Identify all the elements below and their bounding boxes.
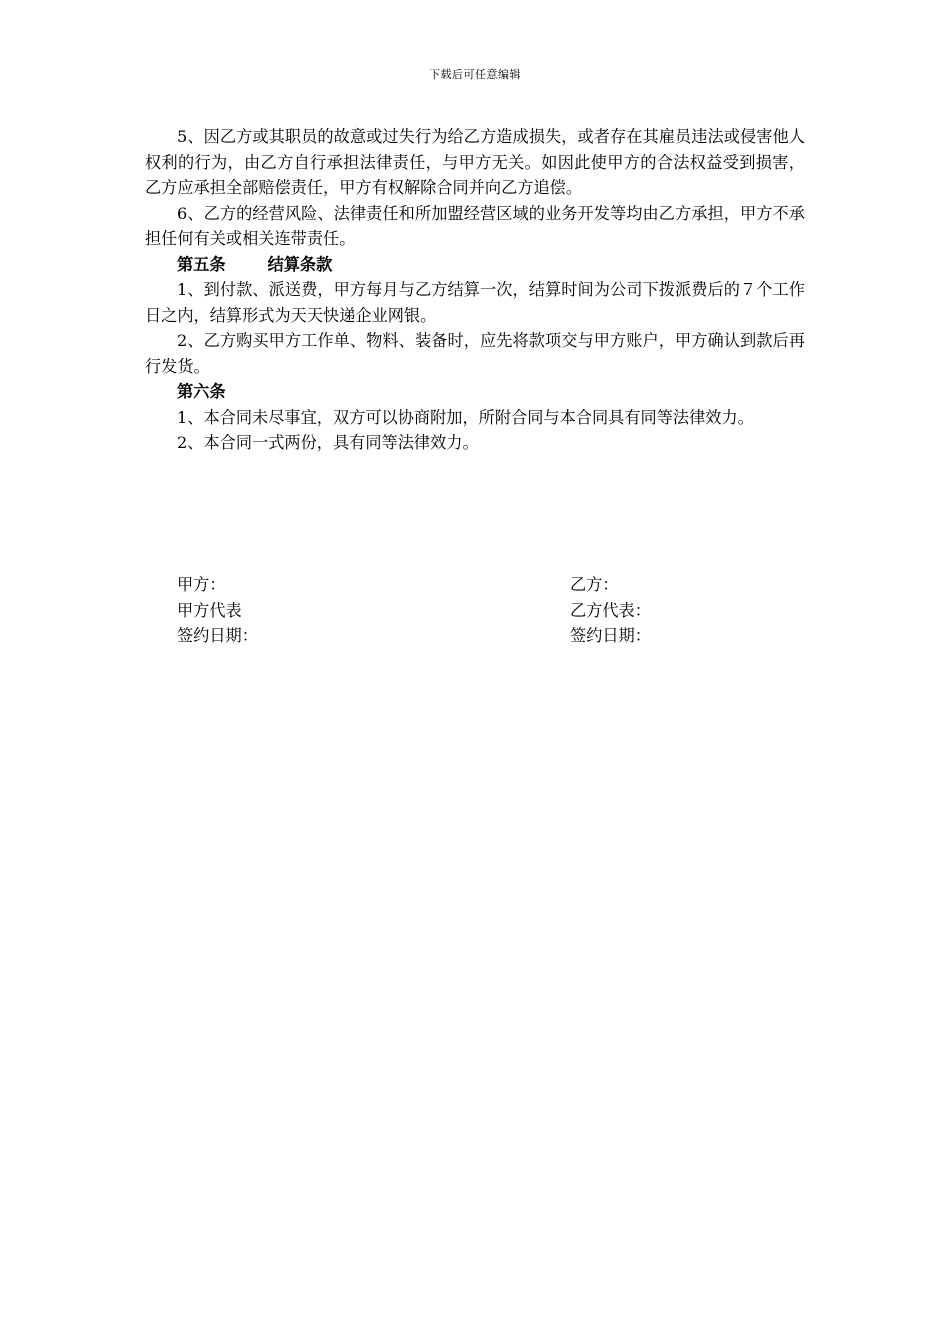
settlement-paragraph-1: 1、到付款、派送费，甲方每月与乙方结算一次，结算时间为公司下拨派费后的７个工作日之内，结算形式为天天快递企业网银。 [145, 280, 805, 325]
clause-paragraph-6: 6、乙方的经营风险、法律责任和所加盟经营区域的业务开发等均由乙方承担，甲方不承担任何有关或相关连带责任。 [145, 203, 805, 248]
party-b-date-label: 签约日期： [570, 626, 651, 645]
party-a-signature [177, 572, 258, 649]
article-6-paragraph-1: 1、本合同未尽事宜，双方可以协商附加，所附合同与本合同具有同等法律效力。 [177, 407, 754, 427]
header-note: 下载后可任意编辑 [429, 68, 521, 81]
contract-body [145, 124, 805, 456]
party-a-date-label: 签约日期： [177, 626, 258, 645]
article-5-number: 第五条 [177, 254, 226, 274]
article-5-heading [145, 252, 805, 278]
party-a-label: 甲方： [177, 575, 226, 594]
article-6-heading: 第六条 [177, 382, 226, 401]
party-b-representative-label: 乙方代表： [570, 600, 651, 620]
article-5-title: 结算条款 [267, 254, 333, 274]
article-6-paragraph-2: 2、本合同一式两份，具有同等法律效力。 [177, 433, 479, 452]
clause-paragraph-5: 5、因乙方或其职员的故意或过失行为给乙方造成损失，或者存在其雇员违法或侵害他人权利的行为，由乙方自行承担法律责任，与甲方无关。如因此使甲方的合法权益受到损害，乙方应承担全部赔偿责任，甲方有权解除合同并向乙方追偿。 [145, 127, 805, 197]
settlement-paragraph-2: 2、乙方购买甲方工作单、物料、装备时，应先将款项交与甲方账户，甲方确认到款后再行发货。 [145, 331, 805, 376]
party-b-signature [570, 572, 651, 649]
party-b-label: 乙方： [570, 575, 619, 594]
party-a-representative-label: 甲方代表 [177, 600, 242, 620]
